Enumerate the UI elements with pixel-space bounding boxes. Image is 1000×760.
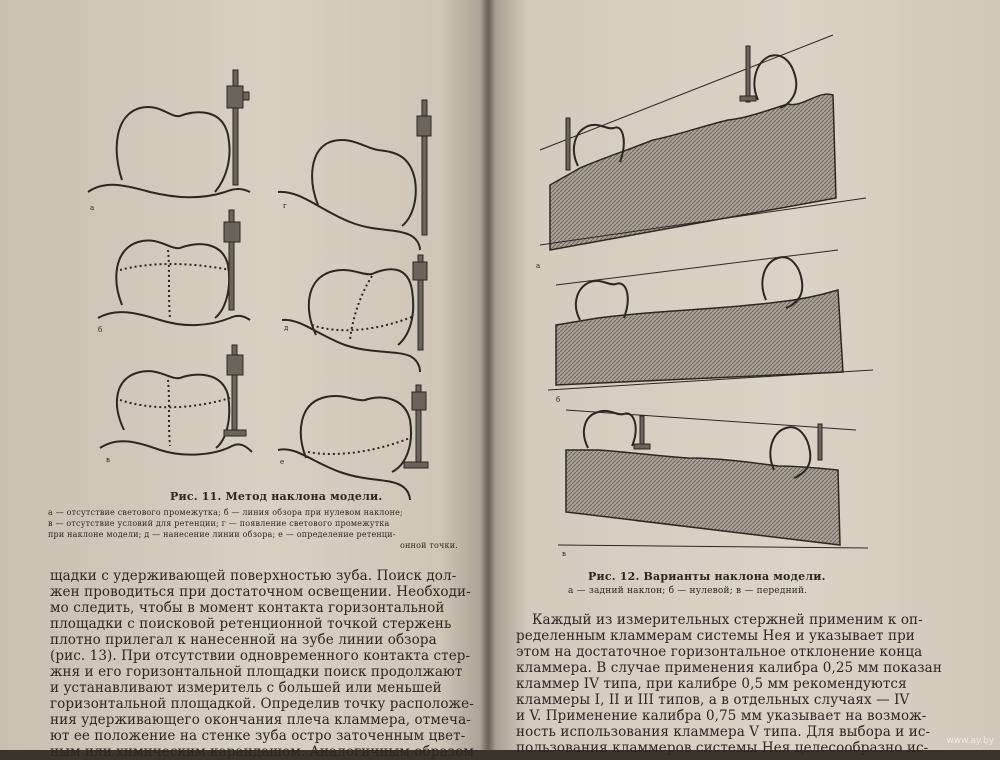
fig11-label-g: г bbox=[283, 202, 287, 210]
book-gutter bbox=[480, 0, 496, 750]
left-body-line: горизонтальной площадкой. Определив точку расположе- bbox=[50, 696, 474, 712]
fig12-panel-a bbox=[536, 35, 866, 270]
fig12-caption-title: Рис. 12. Варианты наклона модели. bbox=[588, 570, 826, 583]
left-body-line: ют ее положение на стенке зуба остро заточенным цвет- bbox=[50, 728, 466, 744]
left-body-line: ным или химическим карандашом. Аналогичным образом bbox=[50, 744, 474, 760]
fig11-caption-title: Рис. 11. Метод наклона модели. bbox=[170, 490, 383, 503]
fig11-panel-g bbox=[278, 100, 431, 250]
fig11-panel-a bbox=[88, 70, 250, 212]
left-body-line: и устанавливают измеритель с большей или меньшей bbox=[50, 680, 442, 696]
fig12-caption-line: а — задний наклон; б — нулевой; в — передний. bbox=[568, 586, 808, 596]
fig12-panel-v bbox=[558, 410, 868, 558]
right-body-line: кламмера. В случае применения калибра 0,25 мм показан bbox=[516, 660, 942, 676]
figure-11 bbox=[0, 0, 488, 500]
left-body-line: плотно прилегал к нанесенной на зубе линии обзора bbox=[50, 632, 437, 648]
left-body-line: жен проводиться при достаточном освещении. Необходи- bbox=[50, 584, 471, 600]
right-body-line: кламмеры I, II и III типов, а в отдельных случаях — IV bbox=[516, 692, 910, 708]
figure-12 bbox=[488, 0, 1000, 570]
fig11-panel-d bbox=[282, 255, 427, 372]
fig11-panel-e bbox=[278, 385, 428, 500]
right-body-line: ность использования кламмера V типа. Для выбора и ис- bbox=[516, 724, 931, 740]
fig12-label-a: а bbox=[536, 262, 541, 270]
left-body-line: (рис. 13). При отсутствии одновременного контакта стер- bbox=[50, 648, 471, 664]
fig11-panel-b bbox=[98, 210, 250, 334]
fig11-caption-line: онной точки. bbox=[400, 541, 458, 550]
left-page bbox=[0, 0, 488, 760]
fig11-caption-line: а — отсутствие светового промежутка; б — линия обзора при нулевом наклоне; bbox=[48, 508, 403, 517]
fig12-label-v: в bbox=[562, 550, 566, 558]
fig11-panel-v bbox=[100, 345, 252, 464]
fig11-label-e: е bbox=[280, 458, 285, 466]
fig11-label-v: в bbox=[106, 456, 110, 464]
fig11-label-b: б bbox=[98, 326, 103, 334]
left-body-line: жня и его горизонтальной площадки поиск продолжают bbox=[50, 664, 463, 680]
fig11-caption-line: при наклоне модели; д — нанесение линии обзора; е — определение ретенци- bbox=[48, 530, 396, 539]
right-page bbox=[488, 0, 1000, 756]
fig11-label-a: а bbox=[90, 204, 95, 212]
right-body-line: этом на достаточное горизонтальное отклонение конца bbox=[516, 644, 923, 660]
left-body-line: мо следить, чтобы в момент контакта горизонтальной bbox=[50, 600, 445, 616]
fig11-caption-line: в — отсутствие условий для ретенции; г — появление светового промежутка bbox=[48, 519, 390, 528]
right-body-line: пользования кламмеров системы Нея целесообразно ис- bbox=[516, 740, 929, 756]
watermark: www.ay.by bbox=[946, 736, 994, 746]
left-body-line: щадки с удерживающей поверхностью зуба. Поиск дол- bbox=[50, 568, 457, 584]
right-body-line: и V. Применение калибра 0,75 мм указывает на возмож- bbox=[516, 708, 927, 724]
fig12-panel-b bbox=[548, 250, 873, 404]
left-body-line: площадки с поисковой ретенционной точкой стержень bbox=[50, 616, 452, 632]
right-body-line: Каждый из измерительных стержней применим к оп- bbox=[532, 612, 923, 628]
fig11-label-d: д bbox=[284, 324, 289, 332]
fig12-label-b: б bbox=[556, 396, 561, 404]
right-body-line: кламмер IV типа, при калибре 0,5 мм рекомендуются bbox=[516, 676, 907, 692]
right-body-line: ределенным кламмерам системы Нея и указывает при bbox=[516, 628, 915, 644]
left-body-line: ния удерживающего окончания плеча кламмера, отмеча- bbox=[50, 712, 471, 728]
